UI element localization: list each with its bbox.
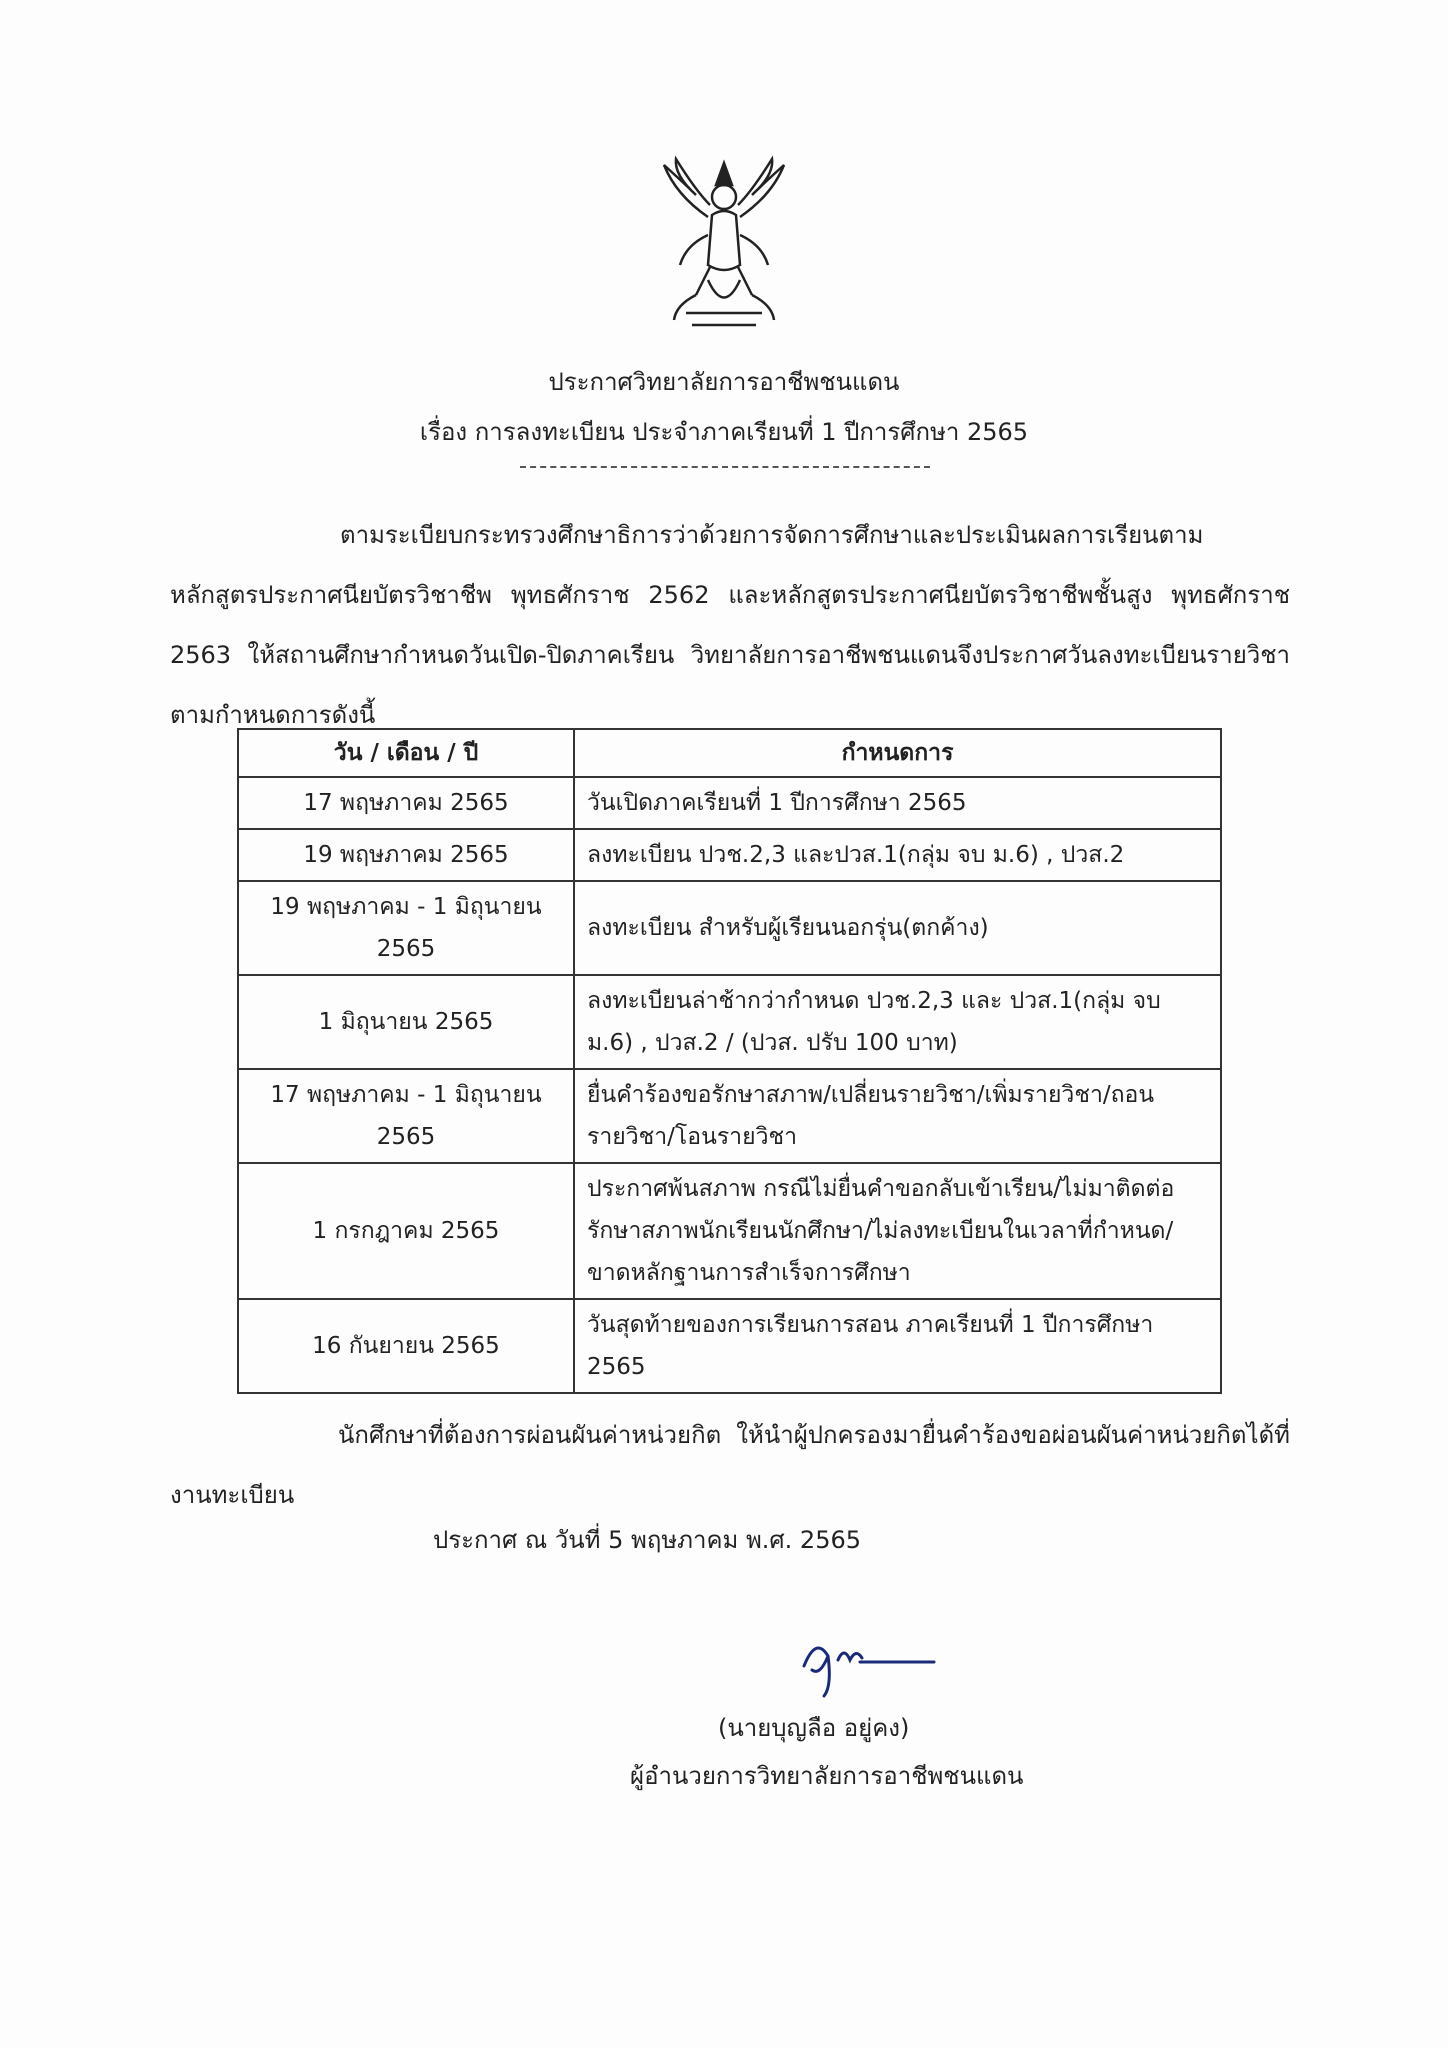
subject-title: เรื่อง การลงทะเบียน ประจำภาคเรียนที่ 1 ปีการศึกษา 2565: [419, 418, 1029, 446]
header-item: กำหนดการ: [574, 729, 1221, 777]
table-row: [238, 1163, 1221, 1299]
schedule-table: [237, 728, 1222, 1394]
announcement-date: ประกาศ ณ วันที่ 5 พฤษภาคม พ.ศ. 2565: [433, 1526, 862, 1554]
row-date: 16 กันยายน 2565: [238, 1299, 574, 1393]
row-date: 17 พฤษภาคม 2565: [238, 777, 574, 829]
intro-paragraph: ตามระเบียบกระทรวงศึกษาธิการว่าด้วยการจัดการศึกษาและประเมินผลการเรียนตามหลักสูตรประกาศนียบัตรวิชาชีพ พุทธศักราช 2562 และหลักสูตรประกาศนียบัตรวิชาชีพชั้นสูง พุทธศักราช 2563 ให้สถานศึกษากำหนดวันเปิด-ปิดภาคเรียน วิทยาลัยการอาชีพชนแดนจึงประกาศวันลงทะเบียนรายวิชา ตามกำหนดการดังนี้: [170, 521, 1290, 729]
row-item: วันสุดท้ายของการเรียนการสอน ภาคเรียนที่ 1 ปีการศึกษา 2565: [574, 1299, 1221, 1393]
row-item: วันเปิดภาคเรียนที่ 1 ปีการศึกษา 2565: [574, 777, 1221, 829]
row-item: ลงทะเบียน ปวช.2,3 และปวส.1(กลุ่ม จบ ม.6) , ปวส.2: [574, 829, 1221, 881]
garuda-emblem-icon: [656, 155, 792, 335]
separator-line: [520, 466, 930, 468]
row-date: 1 มิถุนายน 2565: [238, 975, 574, 1069]
header-date: วัน / เดือน / ปี: [238, 729, 574, 777]
note-paragraph: [170, 1405, 1290, 1525]
signer-name: (นายบุญลือ อยู่คง): [718, 1714, 910, 1742]
table-row: [238, 777, 1221, 829]
row-item: ยื่นคำร้องขอรักษาสภาพ/เปลี่ยนรายวิชา/เพิ่มรายวิชา/ถอนรายวิชา/โอนรายวิชา: [574, 1069, 1221, 1163]
table-row: [238, 1069, 1221, 1163]
table-row: [238, 829, 1221, 881]
row-item: ลงทะเบียนล่าช้ากว่ากำหนด ปวช.2,3 และ ปวส.1(กลุ่ม จบ ม.6) , ปวส.2 / (ปวส. ปรับ 100 บาท): [574, 975, 1221, 1069]
row-item: ลงทะเบียน สำหรับผู้เรียนนอกรุ่น(ตกค้าง): [574, 881, 1221, 975]
signer-position: ผู้อำนวยการวิทยาลัยการอาชีพชนแดน: [630, 1762, 1024, 1790]
row-date: 1 กรกฎาคม 2565: [238, 1163, 574, 1299]
note-text: นักศึกษาที่ต้องการผ่อนผันค่าหน่วยกิต ให้นำผู้ปกครองมายื่นคำร้องขอผ่อนผันค่าหน่วยกิตได้ที่งานทะเบียน: [170, 1421, 1290, 1509]
row-date: 17 พฤษภาคม - 1 มิถุนายน 2565: [238, 1069, 574, 1163]
table-row: [238, 881, 1221, 975]
row-date: 19 พฤษภาคม - 1 มิถุนายน 2565: [238, 881, 574, 975]
table-header-row: [238, 729, 1221, 777]
row-date: 19 พฤษภาคม 2565: [238, 829, 574, 881]
issuer-title: ประกาศวิทยาลัยการอาชีพชนแดน: [548, 368, 900, 396]
table-row: [238, 1299, 1221, 1393]
row-item: ประกาศพ้นสภาพ กรณีไม่ยื่นคำขอกลับเข้าเรียน/ไม่มาติดต่อรักษาสภาพนักเรียนนักศึกษา/ไม่ลงทะเบียนในเวลาที่กำหนด/ขาดหลักฐานการสำเร็จการศึกษา: [574, 1163, 1221, 1299]
table-row: [238, 975, 1221, 1069]
signature-icon: [798, 1626, 938, 1700]
